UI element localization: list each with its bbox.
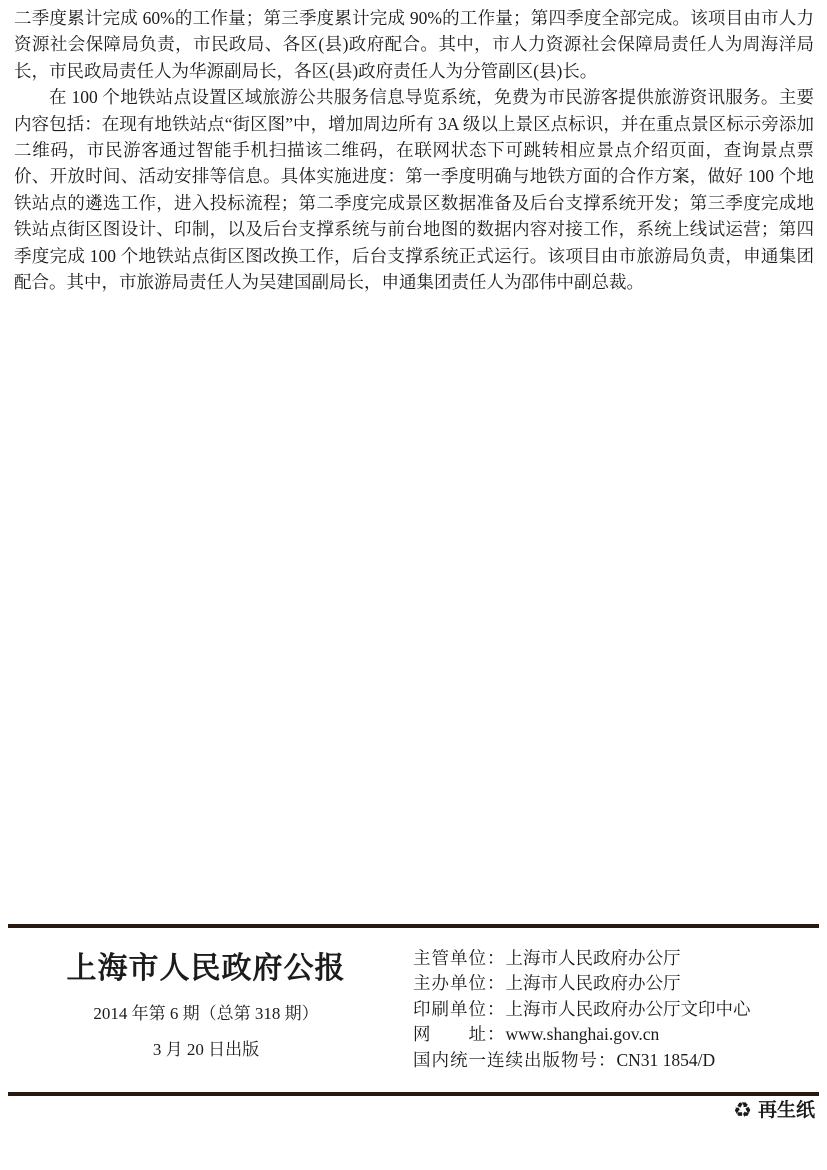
recycled-paper-label: 再生纸 [757, 1100, 815, 1121]
colophon-top-rule [8, 924, 819, 928]
recycling-icon: ♻ [733, 1099, 752, 1122]
website-url: www.shanghai.gov.cn [505, 1024, 660, 1045]
colophon-info [413, 946, 751, 1073]
info-label: 国内统一连续出版物号： [413, 1049, 617, 1070]
info-line-organizer [413, 971, 751, 996]
colophon-left [45, 951, 367, 1059]
info-value: 上海市人民政府办公厅 [505, 973, 681, 994]
paragraph-metro-tourism: 在 100 个地铁站点设置区域旅游公共服务信息导览系统，免费为市民游客提供旅游资讯服务。主要内容包括：在现有地铁站点“街区图”中，增加周边所有 3A 级以上景区点标识，并在重点景区标示旁添加二维码，市民游客通过智能手机扫描该二维码，在联网状态下可跳转相应景点介绍页面，查询景点票价、开放时间、活动安排等信息。具体实施进度：第一季度明确与地铁方面的合作方案，做好 100 个地铁站点的遴选工作，进入投标流程；第二季度完成景区数据准备及后台支撑系统开发；第三季度完成地铁站点街区图设计、印制，以及后台支撑系统与前台地图的数据内容对接工作，系统上线试运营；第四季度完成 100 个地铁站点街区图改换工作，后台支撑系统正式运行。该项目由市旅游局负责，申通集团配合。其中，市旅游局责任人为吴建国副局长，申通集团责任人为邵伟中副总裁。 [14, 87, 814, 293]
info-label: 网 址： [413, 1024, 506, 1045]
info-line-website [413, 1022, 751, 1047]
issue-line: 2014 年第 6 期（总第 318 期） [93, 1004, 319, 1023]
info-line-supervisor [413, 946, 751, 971]
recycled-paper-mark [733, 1100, 815, 1122]
info-line-printer [413, 997, 751, 1022]
gazette-title: 上海市人民政府公报 [66, 952, 346, 985]
info-label: 印刷单位： [413, 998, 506, 1019]
info-value: 上海市人民政府办公厅文印中心 [505, 998, 751, 1019]
body-text [14, 5, 814, 295]
info-value: 上海市人民政府办公厅 [505, 948, 681, 968]
paragraph-continued: 二季度累计完成 60%的工作量；第三季度累计完成 90%的工作量；第四季度全部完成。该项目由市人力资源社会保障局负责，市民政局、各区(县)政府配合。其中，市人力资源社会保障局责任人为周海洋局长，市民政局责任人为华源副局长，各区(县)政府责任人为分管副区(县)长。 [14, 8, 814, 81]
info-value: CN31 1854/D [616, 1049, 716, 1070]
info-line-issn [413, 1048, 751, 1073]
colophon-bottom-rule [8, 1092, 819, 1096]
info-label: 主管单位： [413, 948, 506, 968]
info-label: 主办单位： [413, 973, 506, 994]
publish-date-line: 3 月 20 日出版 [152, 1040, 260, 1059]
